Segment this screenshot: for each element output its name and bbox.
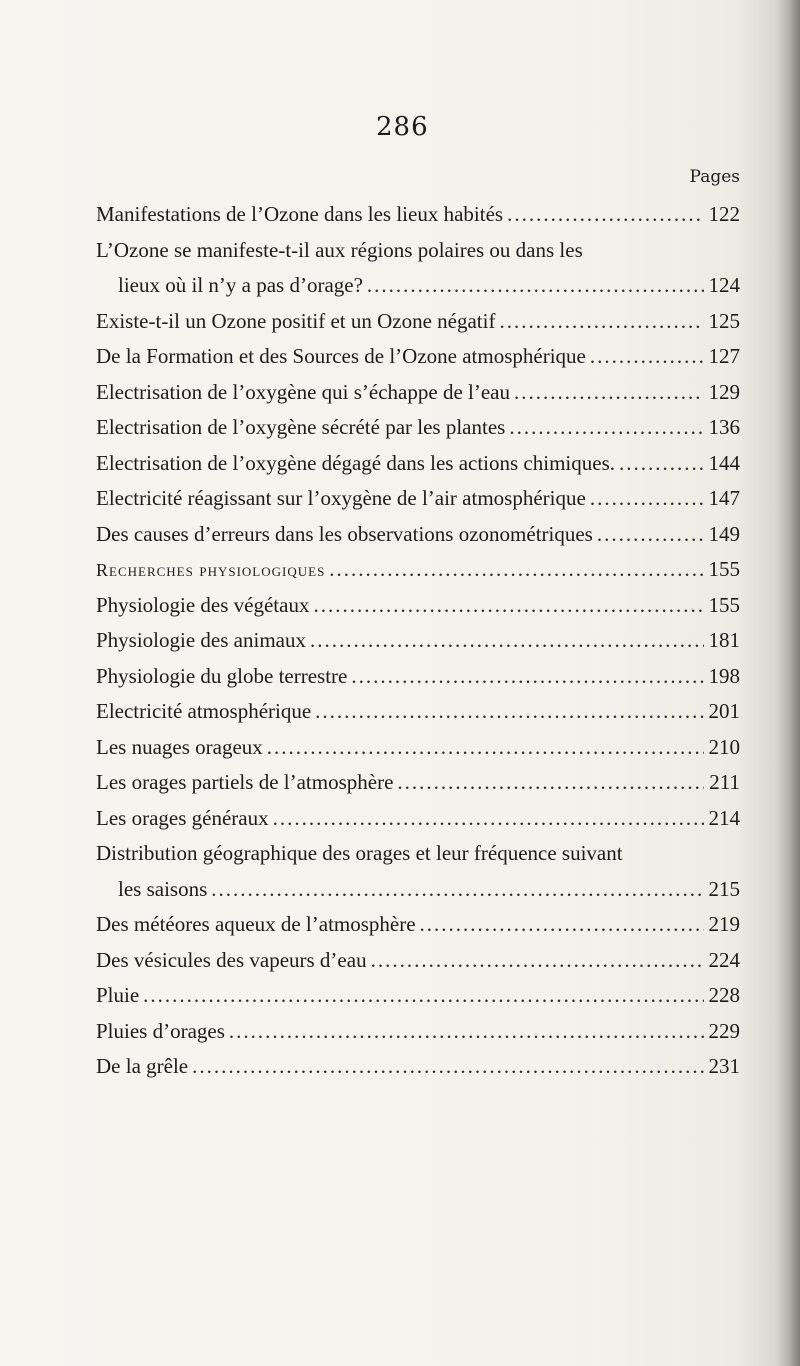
toc-entry-page: 215 xyxy=(708,876,740,901)
toc-entry-title: Electrisation de l’oxygène qui s’échappe de l’eau xyxy=(96,379,510,404)
toc-entry-title: Recherches physiologiques xyxy=(96,560,326,580)
table-of-contents xyxy=(96,197,740,1085)
toc-entry-page: 219 xyxy=(708,912,740,936)
toc-entry-title: Electrisation de l’oxygène dégagé dans les actions chimiques. xyxy=(96,450,616,475)
toc-entry-page: 228 xyxy=(708,983,740,1007)
dot-leader xyxy=(499,304,704,340)
toc-entry-page: 224 xyxy=(708,947,740,972)
toc-entry xyxy=(96,375,740,411)
toc-entry-page: 155 xyxy=(708,557,740,581)
toc-entry-page: 214 xyxy=(708,805,740,830)
toc-entry xyxy=(96,517,740,553)
toc-entry xyxy=(96,730,740,766)
toc-entry-page: 125 xyxy=(708,308,740,333)
dot-leader xyxy=(619,446,704,482)
dot-leader xyxy=(329,552,704,588)
dot-leader xyxy=(211,872,704,908)
toc-entry-title: lieux où il n’y a pas d’orage? xyxy=(118,273,363,297)
toc-entry-title: Les orages généraux xyxy=(96,805,269,830)
toc-entry-page: 155 xyxy=(708,592,740,617)
toc-entry-page: 231 xyxy=(708,1054,740,1078)
toc-entry-page: 127 xyxy=(708,344,740,368)
toc-entry xyxy=(96,1049,740,1085)
dot-leader xyxy=(507,197,704,233)
toc-entry-title: De la Formation et des Sources de l’Ozone atmosphérique xyxy=(96,344,586,368)
toc-section-heading xyxy=(96,552,740,588)
toc-entry-title: Electrisation de l’oxygène sécrété par les plantes xyxy=(96,415,506,439)
toc-entry xyxy=(96,197,740,233)
toc-entry xyxy=(96,978,740,1014)
toc-entry-title: Electricité atmosphérique xyxy=(96,699,312,723)
toc-entry xyxy=(96,836,740,872)
toc-entry-title: Electricité réagissant sur l’oxygène de l’air atmosphérique xyxy=(96,486,586,510)
toc-entry-title: Les orages partiels de l’atmosphère xyxy=(96,770,394,794)
toc-entry-page: 198 xyxy=(708,663,740,688)
toc-entry-page: 147 xyxy=(708,486,740,510)
toc-entry xyxy=(96,943,740,979)
dot-leader xyxy=(371,943,704,979)
toc-entry-page: 201 xyxy=(708,699,740,723)
toc-entry-page: 129 xyxy=(708,379,740,404)
toc-entry-title: Distribution géographique des orages et leur fréquence suivant xyxy=(96,841,623,865)
toc-entry-page: 210 xyxy=(708,734,740,759)
toc-entry-title: Physiologie des animaux xyxy=(96,628,306,652)
toc-entry xyxy=(96,623,740,659)
dot-leader xyxy=(273,801,704,837)
toc-entry-title: Pluie xyxy=(96,983,140,1007)
toc-entry-title: De la grêle xyxy=(96,1054,189,1078)
dot-leader xyxy=(420,907,704,943)
toc-entry xyxy=(96,765,740,801)
dot-leader xyxy=(229,1014,704,1050)
dot-leader xyxy=(143,978,704,1014)
dot-leader xyxy=(514,375,704,411)
toc-entry xyxy=(96,588,740,624)
page-number: 286 xyxy=(376,112,429,142)
toc-entry xyxy=(96,268,740,304)
toc-entry xyxy=(96,694,740,730)
toc-entry xyxy=(96,907,740,943)
toc-entry-title: les saisons xyxy=(118,876,208,901)
toc-entry-page: 124 xyxy=(708,273,740,297)
toc-entry-title: Pluies d’orages xyxy=(96,1018,225,1043)
toc-entry-title: Les nuages orageux xyxy=(96,734,263,759)
toc-entry-title: Des vésicules des vapeurs d’eau xyxy=(96,947,367,972)
dot-leader xyxy=(597,517,704,553)
toc-entry-page: 136 xyxy=(708,415,740,439)
dot-leader xyxy=(192,1049,704,1085)
dot-leader xyxy=(351,659,704,695)
toc-entry xyxy=(96,872,740,908)
dot-leader xyxy=(313,588,704,624)
toc-entry-title: Manifestations de l’Ozone dans les lieux habités xyxy=(96,202,504,226)
toc-entry xyxy=(96,481,740,517)
toc-entry-page: 229 xyxy=(708,1018,740,1043)
toc-entry-title: Des causes d’erreurs dans les observations ozonométriques xyxy=(96,521,593,546)
toc-entry xyxy=(96,446,740,482)
toc-entry-page: 181 xyxy=(708,628,740,652)
toc-entry xyxy=(96,659,740,695)
toc-entry-title: Physiologie des végétaux xyxy=(96,592,310,617)
toc-entry xyxy=(96,304,740,340)
toc-entry xyxy=(96,233,740,269)
toc-entry-page: 149 xyxy=(708,521,740,546)
dot-leader xyxy=(590,481,704,517)
toc-entry-title: Physiologie du globe terrestre xyxy=(96,663,348,688)
dot-leader xyxy=(310,623,704,659)
toc-entry-title: Existe-t-il un Ozone positif et un Ozone négatif xyxy=(96,308,496,333)
toc-entry-page: 144 xyxy=(708,450,740,475)
toc-entry-page: 211 xyxy=(709,770,740,794)
dot-leader xyxy=(509,410,704,446)
toc-entry xyxy=(96,410,740,446)
toc-entry-page: 122 xyxy=(708,202,740,226)
toc-entry xyxy=(96,1014,740,1050)
pages-column-label: Pages xyxy=(689,167,740,187)
dot-leader xyxy=(367,268,704,304)
dot-leader xyxy=(267,730,704,766)
dot-leader xyxy=(590,339,704,375)
toc-entry xyxy=(96,339,740,375)
dot-leader xyxy=(315,694,704,730)
dot-leader xyxy=(397,765,704,801)
page-edge-shadow xyxy=(776,0,800,1366)
toc-entry xyxy=(96,801,740,837)
toc-entry-title: Des météores aqueux de l’atmosphère xyxy=(96,912,416,936)
toc-entry-title: L’Ozone se manifeste-t-il aux régions polaires ou dans les xyxy=(96,237,583,262)
